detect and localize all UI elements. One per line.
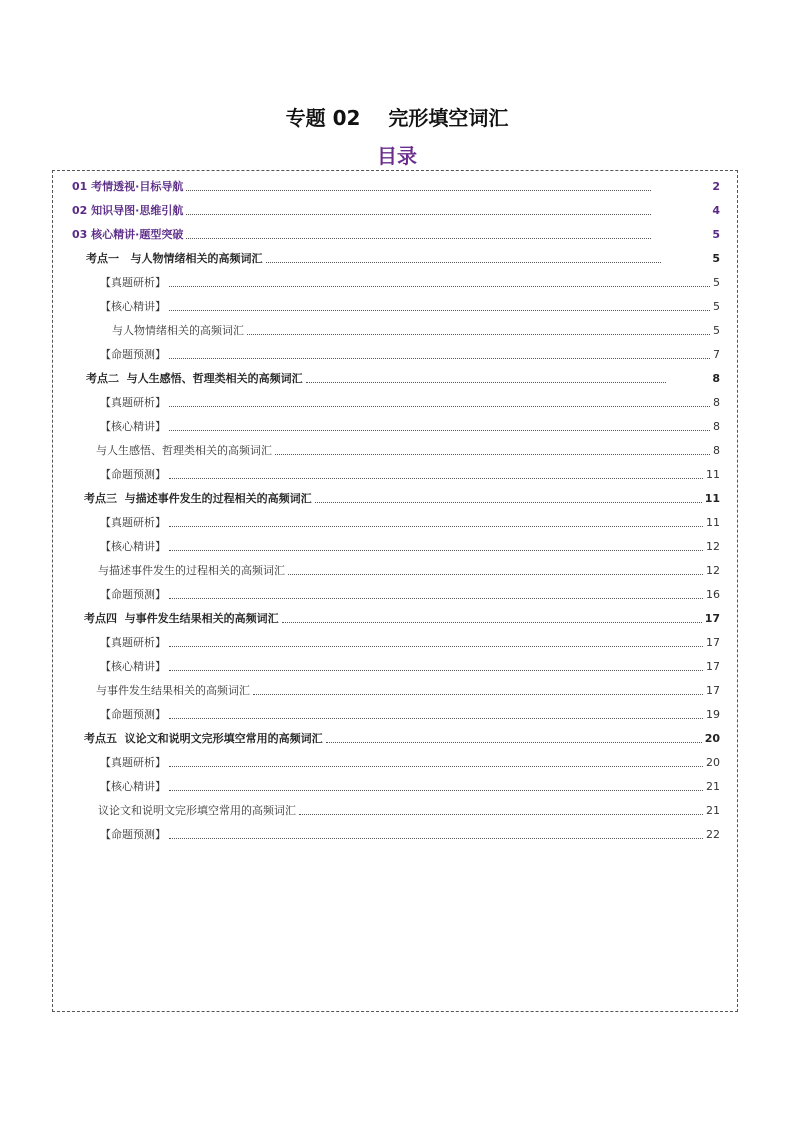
toc-leader-dots (169, 286, 710, 287)
toc-entry[interactable] (100, 776, 720, 794)
toc-leader-dots (253, 694, 703, 695)
toc-leader-dots (169, 790, 703, 791)
toc-entry-page: 11 (706, 516, 720, 529)
toc-entry-label: 【真题研析】 (100, 636, 166, 649)
toc-heading: 目录 (377, 144, 417, 168)
toc-entry[interactable] (100, 704, 720, 722)
toc-leader-dots (282, 622, 702, 623)
toc-entry-label: 01 考情透视·目标导航 (72, 180, 184, 193)
toc-leader-dots (169, 358, 710, 359)
toc-entry-page: 17 (706, 660, 720, 673)
toc-leader-dots (169, 430, 710, 431)
toc-entry[interactable] (100, 584, 720, 602)
toc-entry[interactable] (100, 392, 720, 410)
toc-leader-dots (326, 742, 702, 743)
toc-leader-dots (288, 574, 703, 575)
toc-entry-label: 【核心精讲】 (100, 660, 166, 673)
toc-entry-page: 8 (713, 420, 720, 433)
toc-entry-page: 17 (706, 684, 720, 697)
toc-entry[interactable] (72, 224, 720, 242)
toc-entry-page: 12 (706, 540, 720, 553)
toc-entry-page: 20 (706, 756, 720, 769)
toc-entry[interactable] (98, 800, 720, 818)
toc-entry-label: 与人生感悟、哲理类相关的高频词汇 (96, 444, 272, 457)
toc-entry[interactable] (84, 728, 720, 746)
toc-entry-page: 2 (712, 180, 720, 193)
toc-entry-label: 与人物情绪相关的高频词汇 (112, 324, 244, 337)
toc-leader-dots (169, 646, 703, 647)
toc-entry-label: 【核心精讲】 (100, 420, 166, 433)
toc-leader-dots (186, 238, 651, 239)
toc-leader-dots (169, 670, 703, 671)
toc-entry-label: 【核心精讲】 (100, 540, 166, 553)
toc-entry-label: 03 核心精讲·题型突破 (72, 228, 184, 241)
toc-entry-label: 考点三 与描述事件发生的过程相关的高频词汇 (84, 492, 312, 505)
toc-entry[interactable] (100, 416, 720, 434)
toc-entry[interactable] (100, 824, 720, 842)
toc-entry-label: 【真题研析】 (100, 516, 166, 529)
toc-leader-dots (169, 310, 710, 311)
toc-entry-page: 8 (712, 372, 720, 385)
toc-entry-label: 【命题预测】 (100, 468, 166, 481)
toc-entry-label: 与描述事件发生的过程相关的高频词汇 (98, 564, 285, 577)
toc-entry[interactable] (86, 248, 720, 266)
toc-leader-dots (169, 838, 703, 839)
toc-leader-dots (169, 718, 703, 719)
toc-leader-dots (266, 262, 662, 263)
toc-entry[interactable] (100, 632, 720, 650)
toc-entry-label: 【真题研析】 (100, 396, 166, 409)
toc-entry-page: 8 (713, 444, 720, 457)
toc-entry-label: 【命题预测】 (100, 348, 166, 361)
toc-entry[interactable] (100, 536, 720, 554)
toc-entry[interactable] (96, 440, 720, 458)
toc-entry[interactable] (100, 512, 720, 530)
toc-entry-page: 5 (713, 276, 720, 289)
toc-entry[interactable] (100, 656, 720, 674)
toc-leader-dots (247, 334, 710, 335)
toc-leader-dots (169, 406, 710, 407)
toc-entry-label: 【核心精讲】 (100, 780, 166, 793)
toc-entry[interactable] (86, 368, 720, 386)
toc-entry-label: 与事件发生结果相关的高频词汇 (96, 684, 250, 697)
toc-entry-label: 考点五 议论文和说明文完形填空常用的高频词汇 (84, 732, 323, 745)
toc-entry-page: 17 (706, 636, 720, 649)
toc-entry[interactable] (100, 752, 720, 770)
toc-entry[interactable] (84, 608, 720, 626)
toc-entry[interactable] (72, 200, 720, 218)
toc-entry[interactable] (96, 680, 720, 698)
toc-entry-label: 【真题研析】 (100, 276, 166, 289)
toc-leader-dots (186, 214, 651, 215)
toc-entry-label: 【命题预测】 (100, 588, 166, 601)
toc-entry[interactable] (100, 296, 720, 314)
toc-entry[interactable] (100, 344, 720, 362)
toc-entry-label: 【真题研析】 (100, 756, 166, 769)
toc-entry-page: 5 (713, 300, 720, 313)
toc-entry-page: 7 (713, 348, 720, 361)
toc-leader-dots (315, 502, 702, 503)
toc-entry-page: 12 (706, 564, 720, 577)
toc-entry-page: 20 (704, 732, 720, 745)
toc-entry-label: 【命题预测】 (100, 708, 166, 721)
toc-entry-page: 21 (706, 780, 720, 793)
toc-entry-page: 11 (704, 492, 720, 505)
toc-leader-dots (169, 550, 703, 551)
page-title: 专题 02 完形填空词汇 (285, 106, 509, 130)
toc-entry-label: 02 知识导图·思维引航 (72, 204, 184, 217)
toc-entry[interactable] (112, 320, 720, 338)
toc-entry-page: 5 (712, 252, 720, 265)
toc-leader-dots (275, 454, 710, 455)
toc-entry-page: 5 (712, 228, 720, 241)
toc-entry-label: 考点二 与人生感悟、哲理类相关的高频词汇 (86, 372, 303, 385)
toc-entry-page: 5 (713, 324, 720, 337)
toc-leader-dots (299, 814, 703, 815)
toc-entry-page: 16 (706, 588, 720, 601)
toc-leader-dots (169, 478, 703, 479)
toc-entry-page: 19 (706, 708, 720, 721)
toc-leader-dots (186, 190, 651, 191)
toc-entry-label: 考点一 与人物情绪相关的高频词汇 (86, 252, 263, 265)
toc-entry-label: 议论文和说明文完形填空常用的高频词汇 (98, 804, 296, 817)
toc-entry-label: 【命题预测】 (100, 828, 166, 841)
toc-entry-page: 8 (713, 396, 720, 409)
toc-entry[interactable] (98, 560, 720, 578)
toc-entry[interactable] (84, 488, 720, 506)
toc-entry-page: 21 (706, 804, 720, 817)
toc-entry-label: 【核心精讲】 (100, 300, 166, 313)
toc-leader-dots (169, 598, 703, 599)
toc-entry-label: 考点四 与事件发生结果相关的高频词汇 (84, 612, 279, 625)
toc-entry-page: 22 (706, 828, 720, 841)
toc-leader-dots (169, 766, 703, 767)
toc-leader-dots (306, 382, 667, 383)
toc-entry[interactable] (72, 176, 720, 194)
toc-entry[interactable] (100, 464, 720, 482)
toc-entry[interactable] (100, 272, 720, 290)
toc-entry-page: 17 (704, 612, 720, 625)
toc-leader-dots (169, 526, 703, 527)
toc-entry-page: 4 (712, 204, 720, 217)
toc-entry-page: 11 (706, 468, 720, 481)
